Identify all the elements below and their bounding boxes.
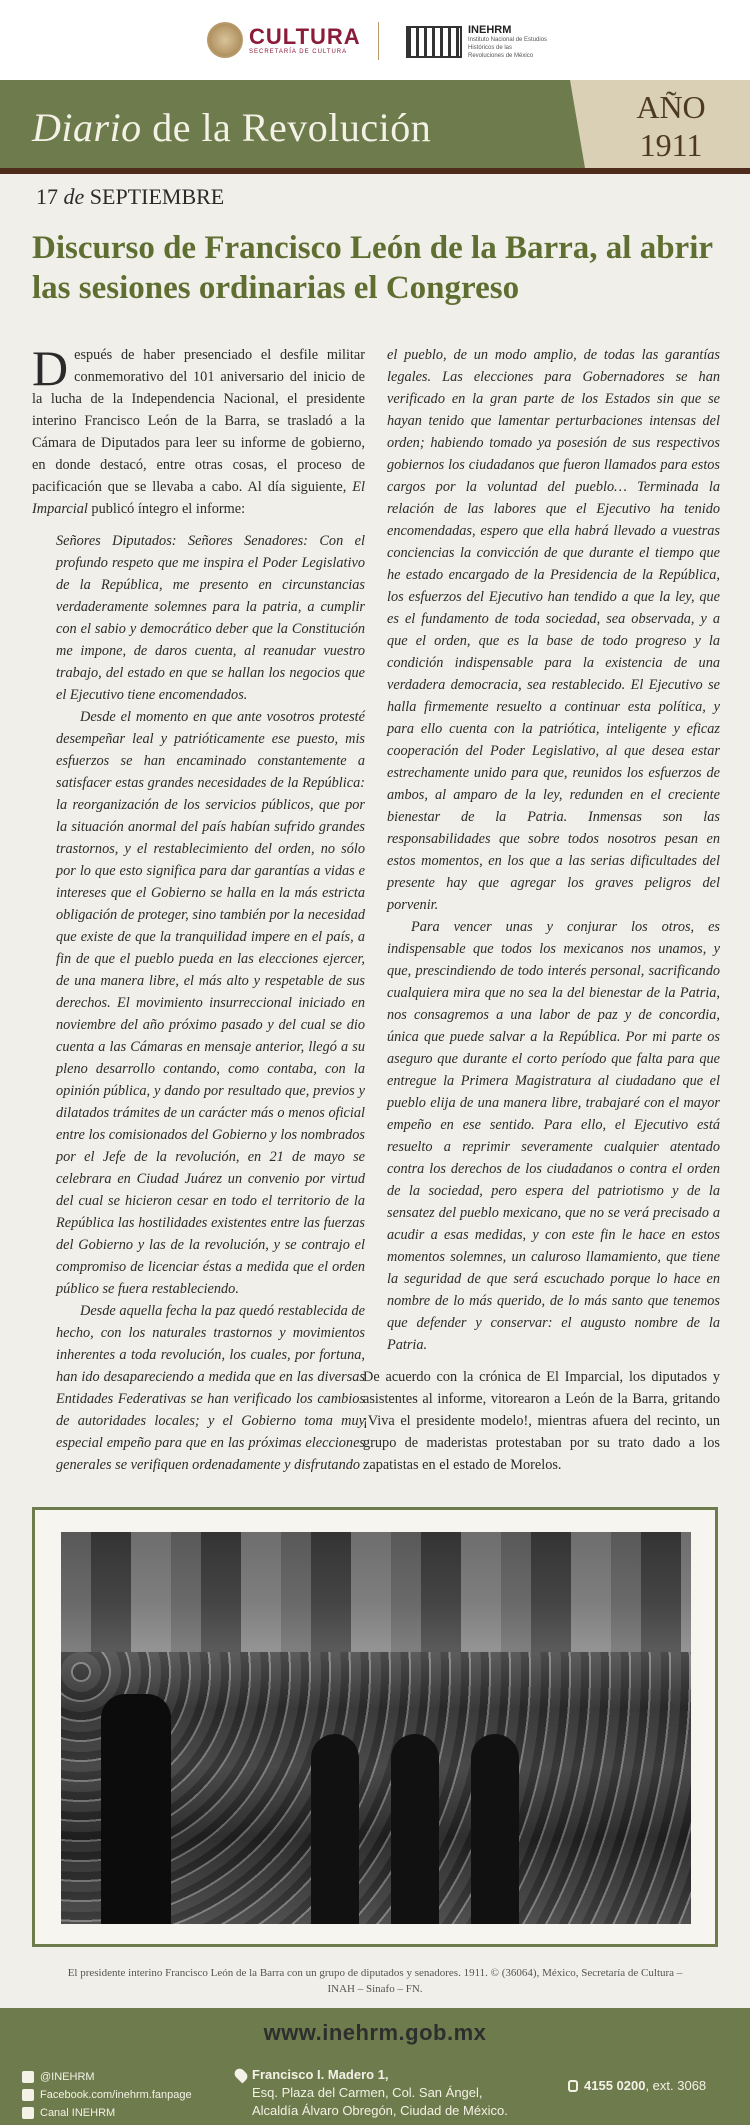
quote-paragraph-2: Desde el momento en que ante vosotros protesté desempeñar leal y patrióticamente ese puesto, mis esfuerzos se han encaminado constantemente a satisfacer estas grandes necesidades de la República: la reorganización de los servicios públicos, que por la situación anormal del país habían sufrido grandes trastornos, y el restablecimiento del orden, no sólo por lo que esto significa para dar garantías a vidas e intereses que el Gobierno se halla en la más estricta obligación de proteger, sino también por la necesidad que existe de que la tranquilidad impere en el país, a fin de que el pueblo pueda en las elecciones ejercer, de una manera libre, el más alto y respetable de sus derechos. El movimiento insurreccional iniciado en noviembre del año próximo pasado y del cual se dio cuenta a las Cámaras en mensaje anterior, llegó a su pleno desarrollo contando, como contaba, con la opinión pública, y dando por resultado que, previos y dilatados trámites de un carácter más o menos oficial entre los comisionados del Gobierno y los nombrados por el Jefe de la revolución, en 21 de mayo se celebrara en Ciudad Juárez un convenio por virtud del cual se hicieron cesar en todo el territorio de la República las hostilidades existentes entre las fuerzas del Gobierno y las de la revolución, y se contrajo el compromiso de licenciar éstas a medida que el orden público se fuera restableciendo.: [56, 709, 365, 1297]
logo-divider: [378, 22, 379, 60]
cultura-subtitle: SECRETARÍA DE CULTURA: [249, 49, 348, 55]
year-badge: [586, 80, 750, 174]
address-street: Francisco I. Madero 1,: [252, 2067, 389, 2082]
cultura-logo[interactable]: [207, 22, 361, 58]
social-youtube[interactable]: [22, 2104, 192, 2122]
date-month: SEPTIEMBRE: [89, 184, 225, 209]
social-facebook[interactable]: [22, 2086, 192, 2104]
social-youtube-label: Canal INEHRM: [40, 2107, 116, 2119]
quote-paragraph-3: Desde aquella fecha la paz quedó restablecida de hecho, con los naturales trastornos y movimientos inherentes a toda revolución, los cuales, por fortuna, han ido desapareciendo a medida que en las diversas Entidades Federativas se han verificado los cambios de autoridades locales; y el Gobierno toma muy especial empeño para que en las próximas elecciones generales se verifiquen ordenadamente y disfrutando: [56, 1303, 365, 1473]
closing-paragraph: De acuerdo con la crónica de El Imparcial, los diputados y asistentes al informe, vitorearon a León de la Barra, gritando ¡Viva el presidente modelo!, mientras afuera del recinto, un grupo de maderistas protestaban por su trato dado a los zapatistas en el estado de Morelos.: [363, 1369, 720, 1473]
national-seal-icon: [207, 22, 243, 58]
year-label: AÑO: [636, 89, 706, 125]
inehrm-subtitle: Instituto Nacional de Estudios Históricos de las Revoluciones de México: [468, 37, 548, 59]
footer-phone[interactable]: [568, 2078, 706, 2093]
intro-paper: El Imparcial: [32, 479, 365, 517]
inehrm-logo[interactable]: [406, 24, 548, 60]
article-column-right: [363, 344, 720, 1476]
article-date: [36, 184, 224, 210]
social-links: [22, 2068, 192, 2122]
building-icon: [406, 26, 462, 58]
date-day: 17: [36, 184, 58, 209]
date-de: de: [63, 184, 85, 209]
quote-paragraph-3-cont: el pueblo, de un modo amplio, de todas las garantías legales. Las elecciones para Gobernadores se han verificado en la gran parte de los Estados sin que se hayan tenido que lamentar perturbaciones intensas del orden; habiendo tomado ya posesión de sus respectivos gobiernos los ciudadanos que fueron llamados para estos cargos por la voluntad del pueblo… Terminada la relación de las labores que el Ejecutivo ha tenido encomendadas, espero que ella habrá llevado a vuestras conciencias la convicción de que durante el tiempo que he estado encargado de la Presidencia de la República, los esfuerzos del Ejecutivo han tendido a que la ley, que es el fundamento de toda sociedad, sea observada, y a que el orden, que es la base de todo progreso y la condición indispensable para la existencia de una verdadera democracia, sea restablecido. El Ejecutivo se halla firmemente resuelto a continuar esta política, y para ello cuenta con la patriótica, inteligente y eficaz cooperación del Poder Legislativo, al que desea estar estrechamente unido para que, reunidos los esfuerzos de ambos, al amparo de la ley, redunden en el creciente bienestar de la Patria. Inmensas son las responsabilidades que sobre todos nosotros pesan en estos momentos, en los que a las serias dificultades del presente hay que agregar los graves peligros del porvenir.: [387, 347, 720, 913]
header-stripe: [0, 168, 750, 174]
historical-photo[interactable]: [61, 1532, 691, 1924]
drop-cap: D: [32, 340, 69, 396]
footer: [0, 2008, 750, 2125]
phone-number: 4155 0200: [584, 2078, 646, 2093]
intro-end: publicó íntegro el informe:: [87, 501, 246, 517]
footer-url-link[interactable]: www.inehrm.gob.mx: [263, 2020, 487, 2045]
masthead-title: [32, 104, 431, 151]
article-title: Discurso de Francisco León de la Barra, al abrir las sesiones ordinarias el Congreso: [32, 230, 713, 306]
intro-paragraph: [32, 340, 365, 520]
article-column-left: [32, 340, 365, 1476]
phone-ext: , ext. 3068: [645, 2078, 707, 2093]
youtube-icon: [22, 2107, 34, 2119]
phone-icon: [568, 2080, 578, 2092]
inehrm-wordmark: INEHRM: [468, 24, 512, 36]
twitter-icon: [22, 2071, 34, 2083]
quote-paragraph-4: Para vencer unas y conjurar los otros, es indispensable que todos los mexicanos nos unamos, y que, prescindiendo de todo interés personal, sacrificando cualquiera mira que no sea la del bienestar de la Patria, nos consagremos a una labor de paz y de concordia, única que puede salvar a la República. Por mi parte os aseguro que durante el corto período que falta para que entregue la Primera Magistratura al ciudadano que el pueblo elija de una manera libre, trabajaré con el mayor empeño en ese sentido. Para ello, el Ejecutivo está resuelto a reprimir severamente cualquier atentado contra los derechos de los ciudadanos o contra el orden de la sociedad, pero espera del patriotismo y de la sensatez del pueblo mexicano, que no se verá precisado a acudir a esas medidas, y con este fin le hace en estos momentos solemnes, un caluroso llamamiento, que tiene la seguridad de que será escuchado porque lo hace en nombre de lo más querido, de lo más santo que tenemos que defender y conservar: el augusto nombre de la Patria.: [387, 919, 720, 1353]
social-twitter-label: @INEHRM: [40, 2071, 95, 2083]
masthead-rest: de la Revolución: [141, 105, 432, 150]
photo-figure: [391, 1734, 439, 1924]
photo-frame: [32, 1507, 718, 1947]
quote-paragraph-1: Señores Diputados: Señores Senadores: Con el profundo respeto que me inspira el Poder Legislativo de la República, me presento en circunstancias verdaderamente solemnes para la patria, a cumplir con el sabio y democrático deber que la Constitución me impone, de daros cuenta, al reanudar vuestro trabajo, del estado en que se hallan los negocios que el Ejecutivo tiene encomendados.: [56, 533, 365, 703]
address-line-2: Esq. Plaza del Carmen, Col. San Ángel,: [252, 2085, 483, 2100]
photo-caption: El presidente interino Francisco León de la Barra con un grupo de diputados y senadores. 1911. © (36064), México, Secretaría de Cultura – INAH – Sinafo – FN.: [67, 1967, 683, 1995]
social-twitter[interactable]: [22, 2068, 192, 2086]
photo-figure: [471, 1734, 519, 1924]
photo-figure: [101, 1694, 171, 1924]
year-value: 1911: [639, 127, 703, 163]
top-logo-bar: [0, 0, 750, 80]
facebook-icon: [22, 2089, 34, 2101]
address-line-3: Alcaldía Álvaro Obregón, Ciudad de México.: [252, 2103, 508, 2118]
footer-address: [252, 2066, 508, 2120]
location-pin-icon: [233, 2067, 250, 2084]
photo-columns: [61, 1532, 691, 1652]
photo-figure: [311, 1734, 359, 1924]
cultura-wordmark: CULTURA: [249, 24, 361, 49]
masthead-italic: Diario: [32, 105, 142, 150]
intro-text: espués de haber presenciado el desfile militar conmemorativo del 101 aniversario del inicio de la lucha de la Independencia Nacional, el presidente interino Francisco León de la Barra, se trasladó a la Cámara de Diputados para leer su informe de gobierno, en donde destacó, entre otras cosas, el proceso de pacificación que se llevaba a cabo. Al día siguiente,: [32, 347, 365, 495]
social-facebook-label: Facebook.com/inehrm.fanpage: [40, 2089, 192, 2101]
